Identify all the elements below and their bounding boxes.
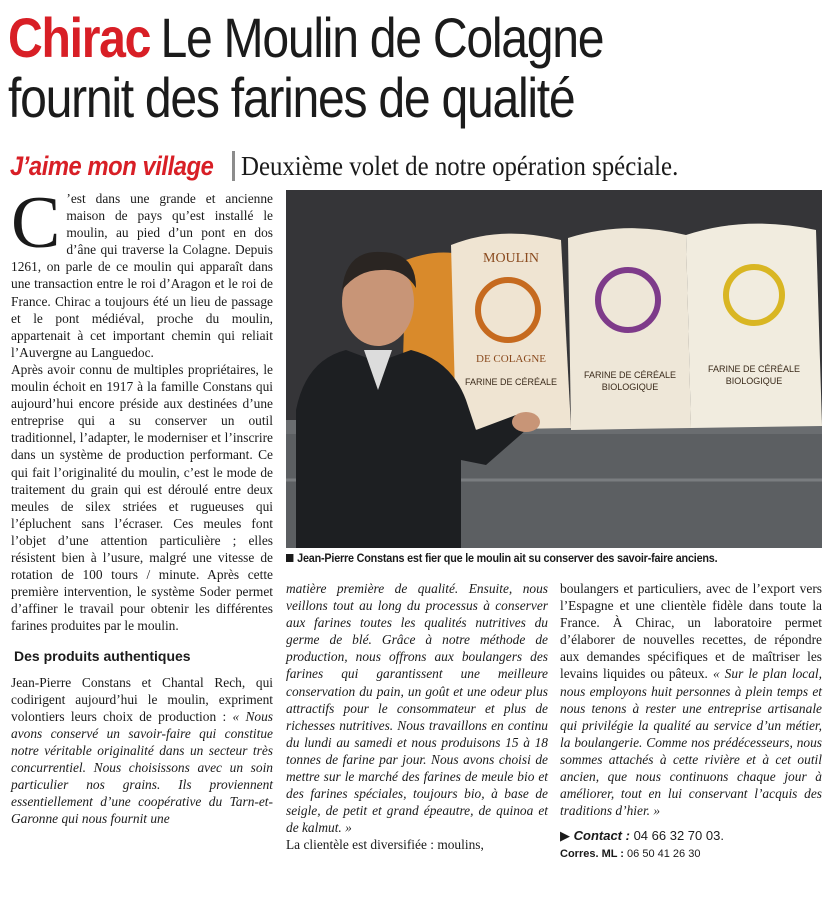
photo-caption	[286, 552, 784, 565]
bag2-sub: BIOLOGIQUE	[601, 382, 659, 392]
correspondent-line	[560, 846, 822, 863]
paragraph-1-text: ’est dans une grande et ancienne maison de pays qu’est installé le moulin, au pied d’un pont en dos d’âne qui traverse la Colagne. Depuis 1261, on parle de ce moulin qui apparaît dans une transaction entre le roi d’Aragon et le roi de France. Chirac a toujours été un lieu de passage et le pont médiéval, proche du moulin, appartenait à cet important chemin qui reliait l’Auvergne au Languedoc.	[11, 191, 273, 360]
column-2-quote: matière première de qualité. Ensuite, nous veillons tout au long du processus à conserver aux farines toutes les qualités nutritives du germe de blé. Grâce à notre méthode de production, nous offrons aux boulangers des farines qui garantissent une meilleure conservation du pain, un goût et une odeur plus attractifs pour le consommateur et plus de richesses nutritives. Nous travaillons en continu du lundi au samedi et nous produisons 15 à 18 tonnes de farine par jour. Nous avons choisi de mettre sur le marché des farines de meule bio et des farines spéciales, toujours bio, à base de seigle, de petit et grand épeautre, de quinoa et de kalmut. »	[286, 581, 548, 836]
corres-phone: 06 50 41 26 30	[627, 848, 701, 861]
caption-text: Jean-Pierre Constans est fier que le moulin ait su conserver des savoir-faire anciens.	[297, 552, 718, 565]
contact-phone: 04 66 32 70 03.	[633, 828, 724, 844]
column-2-end: La clientèle est diversifiée : moulins,	[286, 837, 484, 853]
paragraph-2: Après avoir connu de multiples propriétaires, le moulin échoit en 1917 à la famille Constans qui aujourd’hui encore préside aux destinées d’une entreprise qui a su conserver un outil traditionnel, l’adapter, le moderniser et l’inscrire dans un système de production performant. Ce qui fait l’originalité du moulin, c’est le mode de traitement du grain qui est déroulé entre deux meules de silex striées et rugueuses qui l’épluchent sans l’écraser. Ces meules font l’objet d’une attention particulière ; elles résistent bien à l’usure, malgré une vitesse de rotation de 100 tours / minute. Après cette première intervention, le système Soder permet d’affiner le travail pour obtenir les différentes farines produites par le moulin.	[11, 361, 273, 634]
bag1-brand2: DE COLAGNE	[476, 353, 546, 365]
subhead-divider	[232, 151, 235, 181]
headline-kicker: Chirac	[8, 6, 151, 69]
caption-bullet-icon	[286, 554, 293, 562]
column-3-start: boulangers et particuliers, avec de l’export vers l’Espagne et une clientèle fidèle dans toute la France. À Chirac, un laboratoire permet d’élaborer de nouvelles recettes, de répondre aux demandes spécifiques et de maîtriser les levains liquides ou pâteux.	[560, 581, 822, 682]
bag3-sub: BIOLOGIQUE	[725, 376, 783, 386]
bag1-brand: MOULIN	[483, 251, 539, 266]
article-column-3	[560, 580, 822, 864]
corres-label: Corres. ML :	[560, 848, 624, 861]
photo-illustration	[286, 190, 822, 548]
subhead	[10, 146, 822, 186]
bag3-product: FARINE DE CÉRÉALE	[707, 364, 801, 374]
rubric-tag: J’aime mon village	[10, 150, 214, 181]
article-photo	[286, 190, 822, 548]
paragraph-3-quote: « Nous avons conservé un savoir-faire qui constitue notre véritable originalité dans un secteur très concurrentiel. Nous choisissons avec un soin particulier nos grains. Ils proviennent essentiellement d’une coopérative du Tarn-et-Garonne qui nous fournit une	[11, 708, 274, 827]
contact-line: ▶ Contact : 04 66 32 70 03.	[560, 828, 724, 844]
article-column-1	[11, 182, 274, 827]
dropcap: C	[11, 182, 61, 264]
intertitle: Des produits authentiques	[14, 648, 191, 665]
paragraph-3	[11, 674, 273, 828]
column-3-quote: « Sur le plan local, nous employons huit personnes à plein temps et nous tenons à rester une entreprise artisanale qui privilégie la qualité au service d’un métier, la boulangerie. Comme nos prédécesseurs, nous sommes attachés à cette rivière et à cet outil ancien, que nous continuons chaque jour à améliorer, tout en lui conservant l’acquis des traditions d’hier. »	[560, 666, 822, 819]
headline-line1: Le Moulin de Colagne	[160, 6, 604, 69]
bag2-product: FARINE DE CÉRÉALE	[583, 370, 677, 380]
paragraph-1	[11, 182, 273, 361]
contact-label: Contact :	[573, 828, 630, 844]
bag1-product: FARINE DE CÉRÉALE	[464, 377, 558, 387]
subhead-deck: Deuxième volet de notre opération spéciale.	[241, 150, 679, 181]
column-3-text	[560, 580, 822, 819]
headline	[8, 8, 709, 128]
headline-line2: fournit des farines de qualité	[8, 66, 575, 129]
article-column-2	[286, 580, 548, 854]
paragraph-3-text: Jean-Pierre Constans et Chantal Rech, qui codirigent aujourd’hui le moulin, expriment volontiers leurs choix de production :	[11, 674, 273, 724]
